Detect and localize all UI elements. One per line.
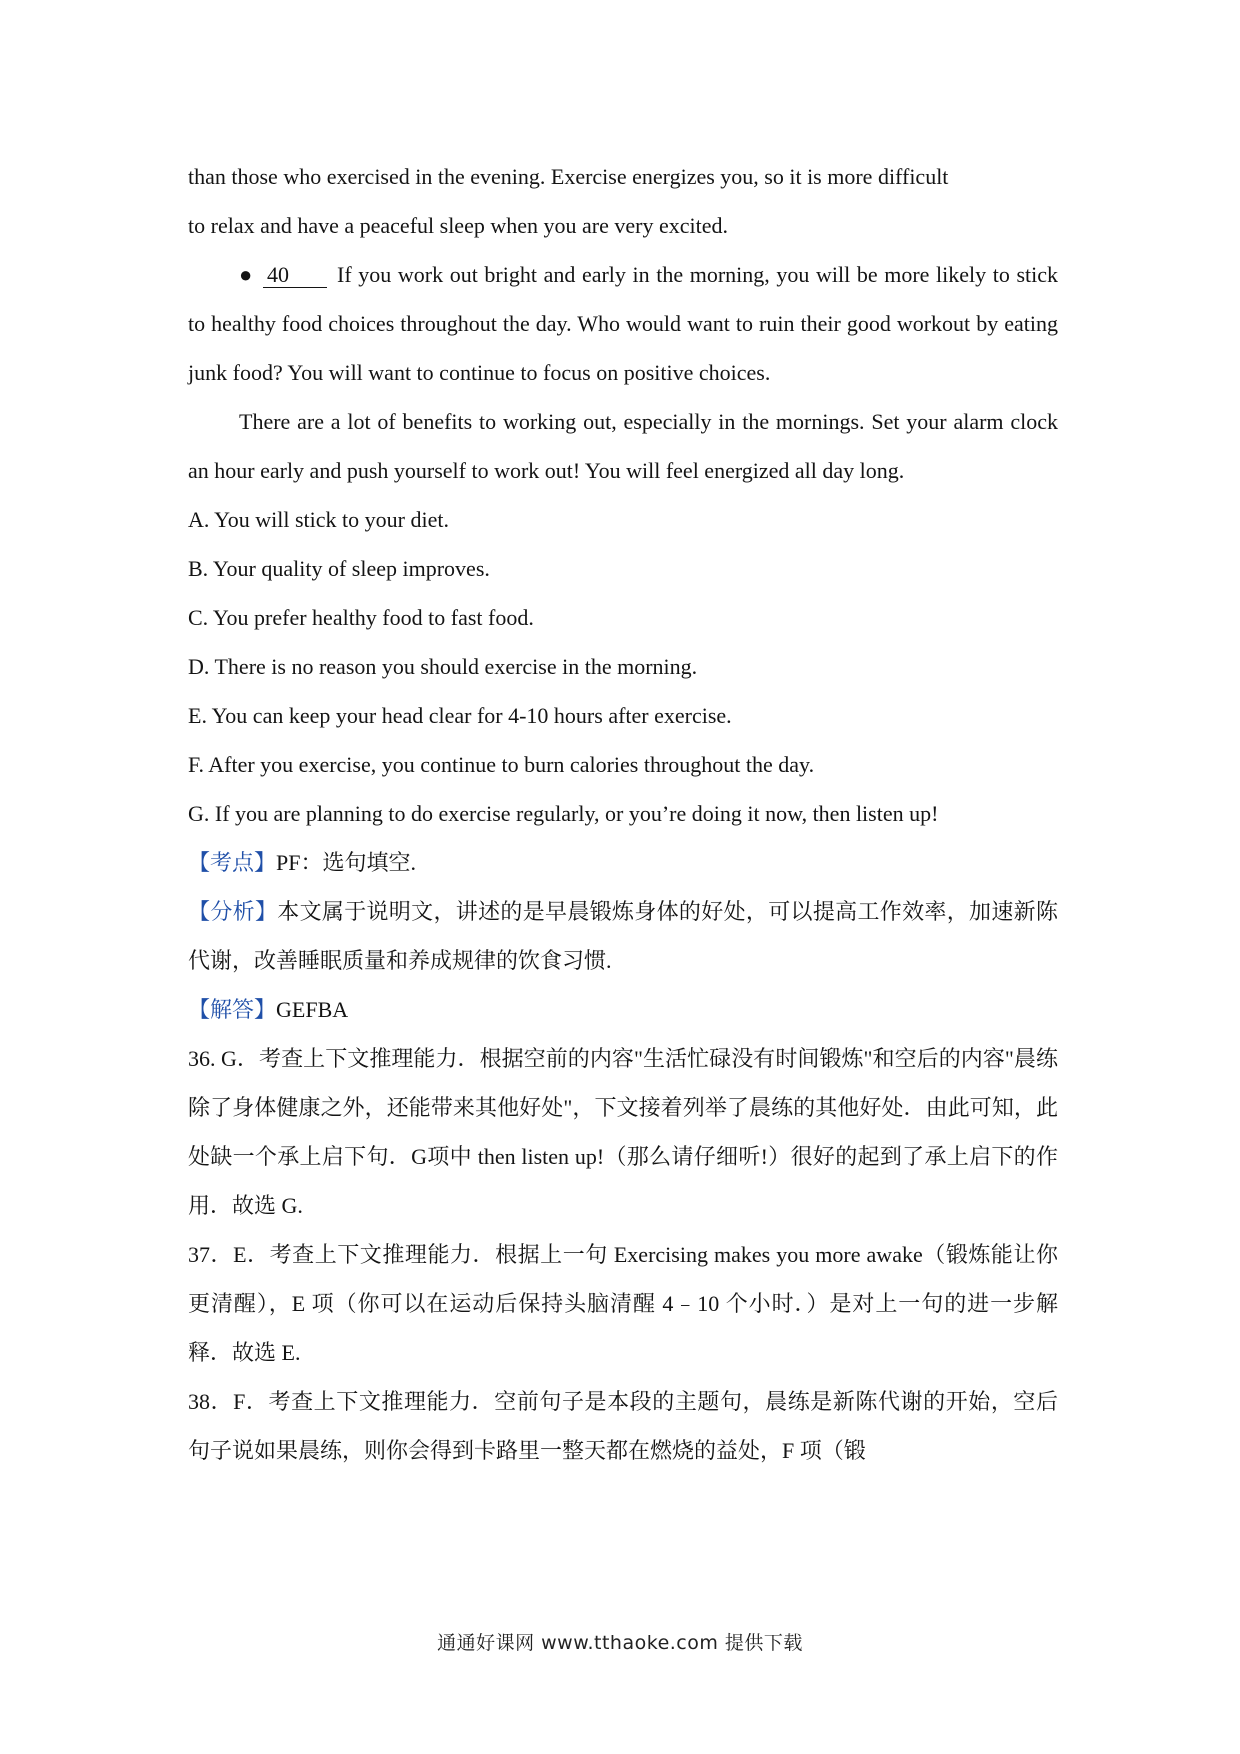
answer-explanation: 37．E．考查上下文推理能力．根据上一句 Exercising makes you more awake（锻炼能让你更清醒），E 项（你可以在运动后保持头脑清醒 4﹣10 个小时．）是对上一句的进一步解释．故选 E. bbox=[188, 1242, 1058, 1365]
option-item: B. Your quality of sleep improves. bbox=[188, 556, 490, 581]
fenxi-tag: 【分析】 bbox=[188, 899, 278, 924]
jieda-line bbox=[188, 985, 1058, 1034]
answer-explanation: 38．F．考查上下文推理能力．空前句子是本段的主题句，晨练是新陈代谢的开始，空后句子说如果晨练，则你会得到卡路里一整天都在燃烧的益处，F 项（锻 bbox=[188, 1389, 1058, 1463]
jieda-tag: 【解答】 bbox=[188, 997, 277, 1022]
passage-bullet-paragraph bbox=[188, 250, 1058, 397]
fenxi-line bbox=[188, 887, 1058, 985]
kaodian-line bbox=[188, 838, 1058, 887]
blank-number: 40 bbox=[263, 263, 327, 288]
analysis-section bbox=[188, 838, 1058, 1475]
answer-explanation: 36. G．考查上下文推理能力．根据空前的内容"生活忙碌没有时间锻炼"和空后的内容"晨练除了身体健康之外，还能带来其他好处"，下文接着列举了晨练的其他好处．由此可知，此处缺一个承上启下句．G项中 then listen up!（那么请仔细听!）很好的起到了承上启下的作用．故选 G. bbox=[188, 1046, 1058, 1218]
option-item: G. If you are planning to do exercise regularly, or you’re doing it now, then listen up! bbox=[188, 801, 939, 826]
kaodian-tag: 【考点】 bbox=[188, 850, 277, 875]
bullet-text: If you work out bright and early in the morning, you will be more likely to stick to healthy food choices throughout the day. Who would want to ruin their good workout by eating junk food? You will want to continue to focus on positive choices. bbox=[188, 262, 1058, 385]
fenxi-text: 本文属于说明文，讲述的是早晨锻炼身体的好处，可以提高工作效率，加速新陈代谢，改善睡眠质量和养成规律的饮食习惯. bbox=[188, 899, 1058, 973]
kaodian-text: PF：选句填空. bbox=[276, 850, 416, 875]
option-item: C. You prefer healthy food to fast food. bbox=[188, 605, 534, 630]
option-item: E. You can keep your head clear for 4-10 hours after exercise. bbox=[188, 703, 732, 728]
jieda-text: GEFBA bbox=[276, 997, 349, 1022]
option-item: D. There is no reason you should exercise in the morning. bbox=[188, 654, 698, 679]
options-list bbox=[188, 495, 1058, 838]
option-item: A. You will stick to your diet. bbox=[188, 507, 449, 532]
page-footer: 通通好课网 www.tthaoke.com 提供下载 bbox=[437, 1632, 803, 1654]
passage-p1-line2: to relax and have a peaceful sleep when you are very excited. bbox=[188, 213, 728, 238]
option-item: F. After you exercise, you continue to burn calories throughout the day. bbox=[188, 752, 815, 777]
bullet-icon: ● bbox=[239, 262, 253, 287]
passage-p1-line1: than those who exercised in the evening. Exercise energizes you, so it is more difficult bbox=[188, 164, 949, 189]
passage-closing-paragraph: There are a lot of benefits to working out, especially in the mornings. Set your alarm clock an hour early and push yourself to work out! You will feel energized all day long. bbox=[188, 409, 1058, 483]
passage-paragraph-1 bbox=[188, 152, 1058, 250]
page-content bbox=[188, 152, 1058, 1475]
